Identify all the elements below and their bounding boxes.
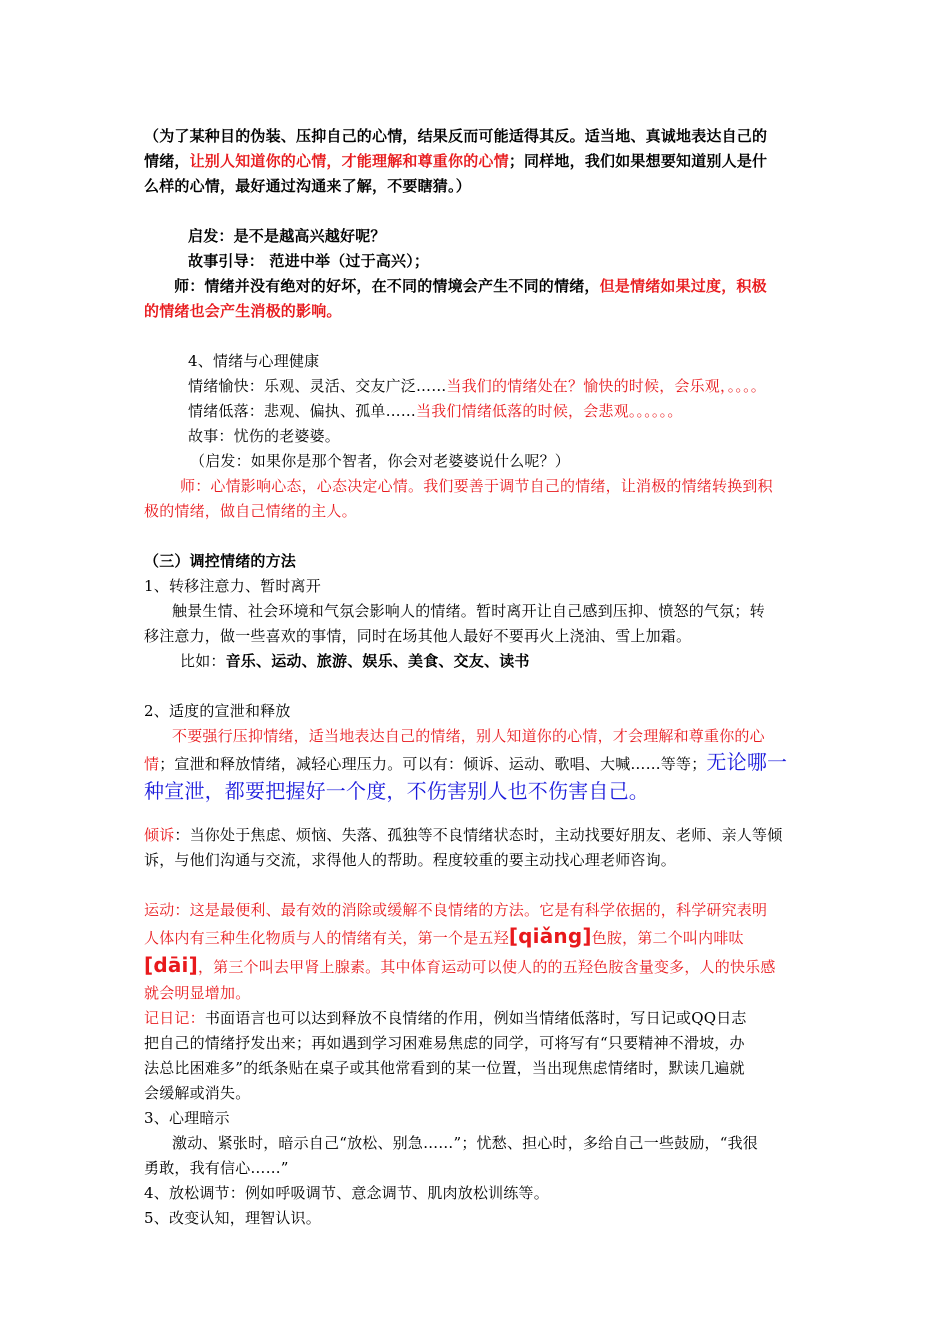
text-run: ；同样地，我们如果想要知道别人是什 (508, 152, 768, 170)
emphasis-text: 无论哪一 (706, 750, 788, 774)
highlight-text: 当我们情绪低落的时候，会悲观。。。。。。 (416, 402, 683, 420)
highlight-text: 当我们的情绪处在？愉快的时候，会乐观，。。。。 (446, 377, 767, 395)
method-5-line: 5、改变认知，理智认识。 (144, 1209, 321, 1227)
talk-line-1 (144, 823, 808, 848)
text-run: ，第三个叫去甲肾上腺素。其中体育运动可以使人的的五羟色胺含量变多，人的快乐感 (197, 958, 776, 976)
para-1-line-1: （为了某种目的伪装、压抑自己的心情，结果反而可能适得其反。适当地、真诚地表达自己的 (144, 127, 768, 145)
para-1-line-2 (144, 149, 808, 174)
method-2-line-3: 种宣泄，都要把握好一个度，不伤害别人也不伤害自己。 (144, 779, 649, 803)
spacer (144, 199, 808, 224)
method-1-title: 1、转移注意力、暂时离开 (144, 577, 321, 595)
sport-line-1: 运动：这是最便利、最有效的消除或缓解不良情绪的方法。它是有科学依据的，科学研究表明 (144, 901, 768, 919)
highlight-text: 但是情绪如果过度，积极 (599, 277, 767, 295)
method-3-line-1: 激动、紧张时，暗示自己“放松、别急……”；忧愁、担心时，多给自己一些鼓励，“我很 (172, 1134, 759, 1152)
spacer (144, 524, 808, 549)
spacer (144, 873, 808, 898)
pinyin-text: [qiǎng] (508, 924, 592, 948)
diary-line-2: 把自己的情绪抒发出来；再如遇到学习困难易焦虑的同学，可将写有“只要精神不滑坡，办 (144, 1034, 745, 1052)
teacher-summary-line-1: 师：心情影响心态，心态决定心情。我们要善于调节自己的情绪，让消极的情绪转换到积 (180, 477, 773, 495)
method-4-line: 4、放松调节：例如呼吸调节、意念调节、肌肉放松训练等。 (144, 1184, 549, 1202)
spacer (144, 674, 808, 699)
highlight-text: 情 (144, 755, 160, 773)
teacher-line-2: 的情绪也会产生消极的影响。 (144, 302, 342, 320)
method-1-examples (144, 649, 808, 674)
diary-line-3: 法总比困难多”的纸条贴在桌子或其他常看到的某一位置，当出现焦虑情绪时，默读几遍就 (144, 1059, 745, 1077)
method-1-line-1: 触景生情、社会环境和气氛会影响人的情绪。暂时离开让自己感到压抑、愤怒的气氛；转 (172, 602, 765, 620)
spacer (144, 805, 808, 823)
talk-line-2: 诉，与他们沟通与交流，求得他人的帮助。程度较重的要主动找心理老师咨询。 (144, 851, 677, 869)
pinyin-text: [dāi] (144, 953, 198, 977)
section-3-title: （三）调控情绪的方法 (144, 552, 297, 570)
highlight-text: 让别人知道你的心情，才能理解和尊重你的心情 (189, 152, 509, 170)
method-2-line-1: 不要强行压抑情绪，适当地表达自己的情绪，别人知道你的心情，才会理解和尊重你的心 (172, 727, 765, 745)
text-run: 色胺，第二个叫内啡呔 (591, 929, 744, 947)
inspiration-line: 启发：是不是越高兴越好呢？ (188, 227, 386, 245)
teacher-summary-line-2: 极的情绪，做自己情绪的主人。 (144, 502, 357, 520)
text-run: 比如： (180, 652, 226, 670)
text-run: 人体内有三种生化物质与人的情绪有关，第一个是五羟 (144, 929, 509, 947)
method-3-title: 3、心理暗示 (144, 1109, 230, 1127)
para-1-line-3: 么样的心情，最好通过沟通来了解，不要瞎猜。） (144, 177, 471, 195)
text-run: 书面语言也可以达到释放不良情绪的作用，例如当情绪低落时，写日记或QQ日志 (204, 1009, 747, 1027)
method-2-line-2 (144, 749, 808, 778)
sport-line-3 (144, 952, 808, 981)
method-1-line-2: 移注意力，做一些喜欢的事情，同时在场其他人最好不要再火上浇油、雪上加霜。 (144, 627, 692, 645)
teacher-line-1 (144, 274, 808, 299)
text-run: 情绪， (144, 152, 190, 170)
spacer (144, 324, 808, 349)
story-line: 故事：忧伤的老婆婆。 (188, 427, 341, 445)
text-run: ；宣泄和释放情绪，减轻心理压力。可以有：倾诉、运动、歌唱、大喊……等等； (159, 755, 707, 773)
sport-line-2 (144, 923, 808, 952)
inspiration-question: （启发：如果你是那个智者，你会对老婆婆说什么呢？） (190, 452, 571, 470)
diary-line-1 (144, 1006, 808, 1031)
story-guide-line: 故事引导： 范进中举（过于高兴）； (188, 252, 430, 270)
section-4-title: 4、情绪与心理健康 (188, 352, 320, 370)
highlight-text: 记日记： (144, 1009, 205, 1027)
text-run: 情绪愉快：乐观、灵活、交友广泛…… (188, 377, 447, 395)
diary-line-4: 会缓解或消失。 (144, 1084, 251, 1102)
text-run: 师：情绪并没有绝对的好坏，在不同的情境会产生不同的情绪， (174, 277, 600, 295)
mood-happy-line (144, 374, 808, 399)
text-run: 情绪低落：悲观、偏执、孤单…… (188, 402, 417, 420)
highlight-text: 倾诉 (144, 826, 175, 844)
sport-line-4: 就会明显增加。 (144, 984, 251, 1002)
examples-text: 音乐、运动、旅游、娱乐、美食、交友、读书 (225, 652, 530, 670)
method-2-title: 2、适度的宣泄和释放 (144, 702, 291, 720)
document-page (144, 124, 808, 1231)
mood-low-line (144, 399, 808, 424)
method-3-line-2: 勇敢，我有信心……” (144, 1159, 289, 1177)
text-run: ：当你处于焦虑、烦恼、失落、孤独等不良情绪状态时，主动找要好朋友、老师、亲人等倾 (174, 826, 783, 844)
